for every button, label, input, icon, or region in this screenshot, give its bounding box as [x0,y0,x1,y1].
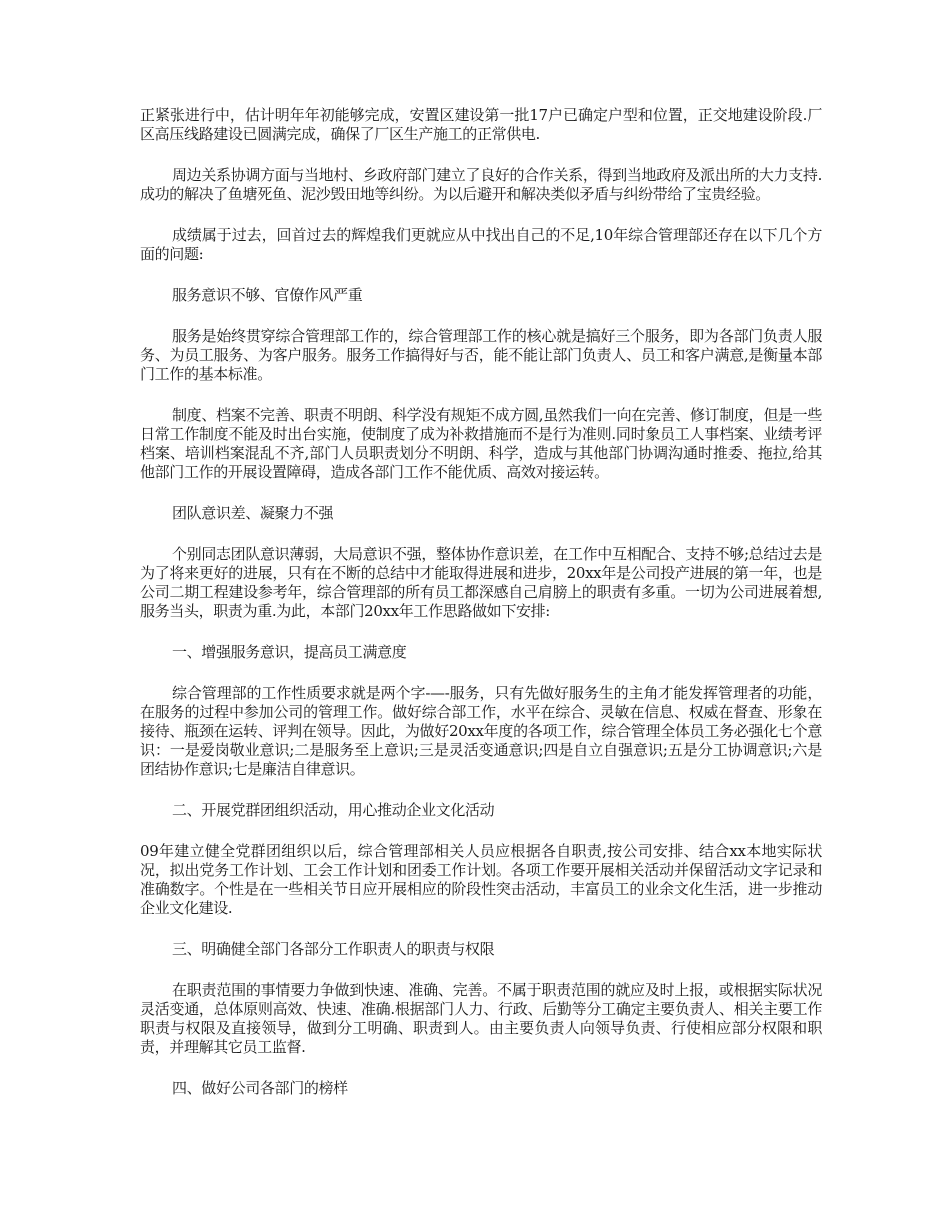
paragraph-8: 09年建立健全党群团组织以后，综合管理部相关人员应根据各自职责,按公司安排、结合xx本地实际状况，拟出党务工作计划、工会工作计划和团委工作计划。各项工作要开展相关活动并保留活动文字记录和准确数字。个性是在一些相关节日应开展相应的阶段性突击活动，丰富员工的业余文化生活，进一步推动企业文化建设. [140,842,822,917]
section-heading-3: 三、明确健全部门各部分工作职责人的职责与权限 [172,940,495,958]
section-heading-team: 团队意识差、凝聚力不强 [172,504,334,522]
paragraph-5: 制度、档案不完善、职责不明朗、科学没有规矩不成方圆,虽然我们一向在完善、修订制度，但是一些日常工作制度不能及时出台实施，使制度了成为补救措施而不是行为准则.同时象员工人事档案、业绩考评档案、培训档案混乱不齐,部门人员职责划分不明朗、科学，造成与其他部门协调沟通时推委、拖拉,给其他部门工作的开展设置障碍，造成各部门工作不能优质、高效对接运转。 [140,406,822,481]
section-heading-4: 四、做好公司各部门的榜样 [172,1079,348,1097]
paragraph-3: 成绩属于过去，回首过去的辉煌我们更就应从中找出自己的不足,10年综合管理部还存在以下几个方面的问题: [140,226,822,263]
section-heading-1: 一、增强服务意识，提高员工满意度 [172,643,407,661]
paragraph-4: 服务是始终贯穿综合管理部工作的，综合管理部工作的核心就是搞好三个服务，即为各部门负责人服务、为员工服务、为客户服务。服务工作搞得好与否，能不能让部门负责人、员工和客户满意,是衡量本部门工作的基本标准。 [140,327,822,383]
section-heading-service: 服务意识不够、官僚作风严重 [172,286,363,304]
section-heading-2: 二、开展党群团组织活动，用心推动企业文化活动 [172,801,495,819]
paragraph-1: 正紧张进行中，估计明年年初能够完成，安置区建设第一批17户已确定户型和位置，正交地建设阶段.厂区高压线路建设已圆满完成，确保了厂区生产施工的正常供电. [140,106,822,143]
document-page [140,106,822,1120]
paragraph-7: 综合管理部的工作性质要求就是两个字-—-服务，只有先做好服务生的主角才能发挥管理者的功能，在服务的过程中参加公司的管理工作。做好综合部工作，水平在综合、灵敏在信息、权威在督查、形象在接待、瓶颈在运转、评判在领导。因此，为做好20xx年度的各项工作，综合管理全体员工务必强化七个意识：一是爱岗敬业意识;二是服务至上意识;三是灵活变通意识;四是自立自强意识;五是分工协调意识;六是团结协作意识;七是廉洁自律意识。 [140,684,822,778]
paragraph-9: 在职责范围的事情要力争做到快速、准确、完善。不属于职责范围的就应及时上报，或根据实际状况灵活变通，总体原则高效、快速、准确.根据部门人力、行政、后勤等分工确定主要负责人、相关主要工作职责与权限及直接领导，做到分工明确、职责到人。由主要负责人向领导负责、行使相应部分权限和职责，并理解其它员工监督. [140,981,822,1056]
paragraph-6: 个别同志团队意识薄弱，大局意识不强，整体协作意识差，在工作中互相配合、支持不够;总结过去是为了将来更好的进展，只有在不断的总结中才能取得进展和进步，20xx年是公司投产进展的第一年，也是公司二期工程建设参考年，综合管理部的所有员工都深感自己肩膀上的职责有多重。一切为公司进展着想,服务当头，职责为重.为此，本部门20xx年工作思路做如下安排: [140,545,822,620]
paragraph-2: 周边关系协调方面与当地村、乡政府部门建立了良好的合作关系，得到当地政府及派出所的大力支持.成功的解决了鱼塘死鱼、泥沙毁田地等纠纷。为以后避开和解决类似矛盾与纠纷带给了宝贵经验。 [140,166,822,203]
